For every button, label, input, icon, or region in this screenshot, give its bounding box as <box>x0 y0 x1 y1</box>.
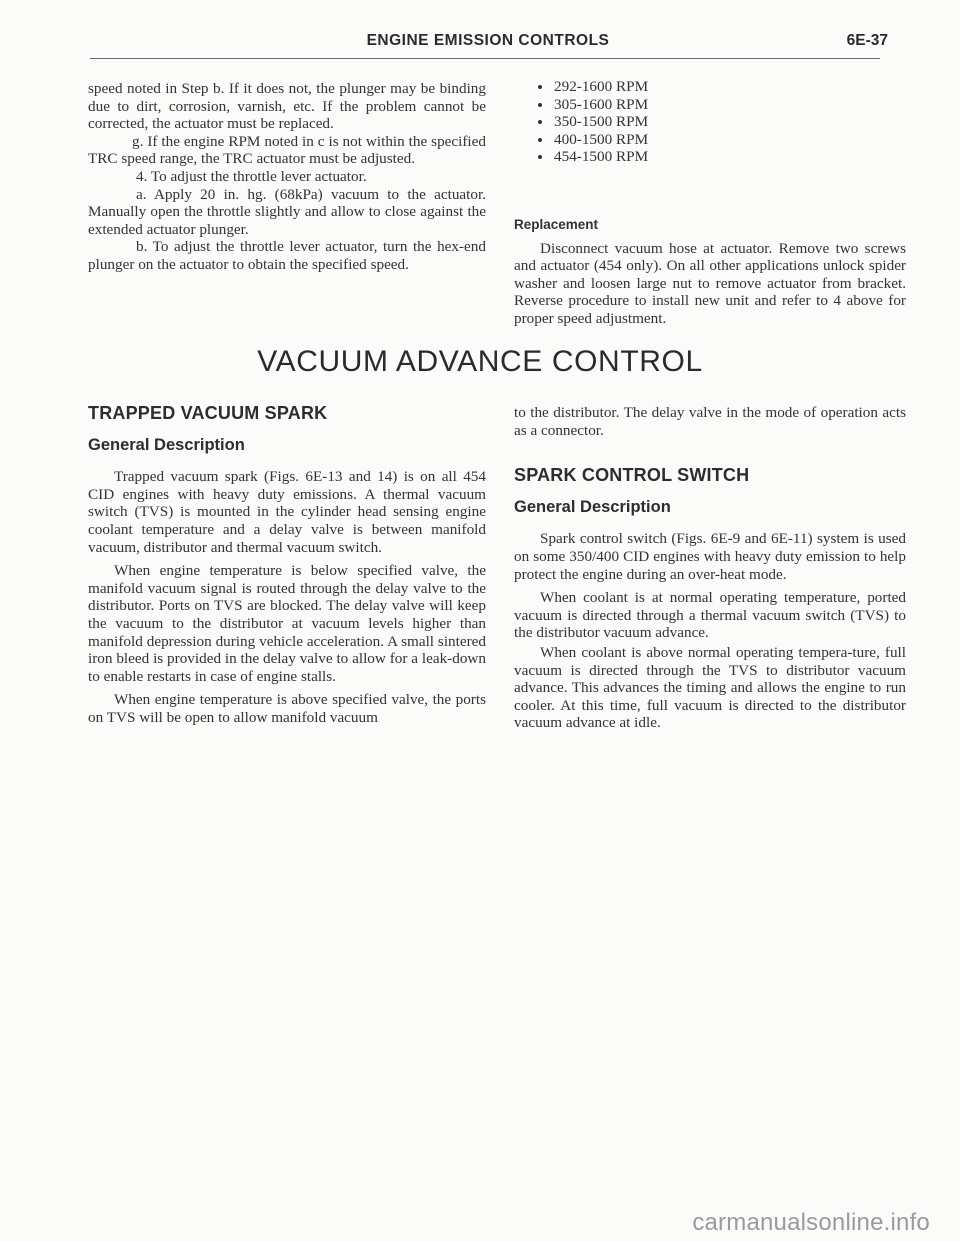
trapped-vacuum-heading: TRAPPED VACUUM SPARK <box>88 403 328 423</box>
right-top-column <box>514 78 906 328</box>
trapped-vacuum-column <box>88 405 486 727</box>
paragraph: When engine temperature is below specified valve, the manifold vacuum signal is routed through the delay valve to the distributor. Ports on TVS are blocked. The delay valve will keep the vacuum to the distributor at vacuum levels higher than manifold depression during vehicle acceleration. A small sintered iron bleed is provided in the delay valve to allow for a leak-down to enable restarts in case of engine stalls. <box>88 562 486 685</box>
paragraph: When engine temperature is above specified valve, the ports on TVS will be open to allow manifold vacuum <box>88 691 486 726</box>
replacement-text: Disconnect vacuum hose at actuator. Remove two screws and actuator (454 only). On all other applications unlock spider washer and loosen large nut to remove actuator from bracket. Reverse procedure to install new unit and refer to 4 above for proper speed adjustment. <box>514 239 906 327</box>
paragraph: Trapped vacuum spark (Figs. 6E-13 and 14) is on all 454 CID engines with heavy duty emissions. A thermal vacuum switch (TVS) is mounted in the cylinder head sensing engine coolant temperature and a delay valve is between manifold vacuum, distributor and thermal vacuum switch. <box>88 468 486 556</box>
paragraph-step-4: 4. To adjust the throttle lever actuator. <box>136 167 367 185</box>
paragraph: speed noted in Step b. If it does not, the plunger may be binding due to dirt, corrosion, varnish, etc. If the problem cannot be corrected, the actuator must be replaced. <box>88 80 486 133</box>
paragraph-step-a: a. Apply 20 in. hg. (68kPa) vacuum to the actuator. Manually open the throttle slightly and allow to close against the extended actuator plunger. <box>88 185 486 238</box>
rpm-item: 454-1500 RPM <box>538 148 906 166</box>
spark-control-heading: SPARK CONTROL SWITCH <box>514 465 750 486</box>
rpm-item: 350-1500 RPM <box>538 113 906 131</box>
paragraph-step-g: g. If the engine RPM noted in c is not within the specified TRC speed range, the TRC actuator must be adjusted. <box>88 132 486 168</box>
general-description-heading: General Description <box>88 435 245 454</box>
main-section-heading: VACUUM ADVANCE CONTROL <box>257 345 703 378</box>
paragraph-continued: to the distributor. The delay valve in the mode of operation acts as a connector. <box>514 404 906 439</box>
section-title: ENGINE EMISSION CONTROLS <box>366 32 610 49</box>
page-number: 6E-37 <box>846 32 888 49</box>
watermark: carmanualsonline.info <box>692 1209 930 1236</box>
general-description-heading: General Description <box>514 497 671 516</box>
spark-control-column <box>514 405 906 732</box>
rpm-item: 292-1600 RPM <box>538 78 906 96</box>
rpm-item: 400-1500 RPM <box>538 131 906 149</box>
rpm-item: 305-1600 RPM <box>538 96 906 114</box>
rpm-list <box>514 78 906 166</box>
replacement-heading: Replacement <box>514 216 599 232</box>
page-header <box>88 30 888 58</box>
paragraph: Spark control switch (Figs. 6E-9 and 6E-11) system is used on some 350/400 CID engines with heavy duty emission to help protect the engine during an over-heat mode. <box>514 530 906 583</box>
paragraph: When coolant is above normal operating tempera-ture, full vacuum is directed through the TVS to distributor vacuum advance. This advances the timing and allows the engine to run cooler. At this time, full vacuum is directed to the distributor vacuum advance at idle. <box>514 643 906 732</box>
left-top-column <box>88 80 486 274</box>
header-divider <box>90 58 880 59</box>
paragraph-step-b: b. To adjust the throttle lever actuator, turn the hex-end plunger on the actuator to obtain the specified speed. <box>88 238 486 273</box>
paragraph: When coolant is at normal operating temperature, ported vacuum is directed through a thermal vacuum switch (TVS) to the distributor vacuum advance. <box>514 589 906 642</box>
